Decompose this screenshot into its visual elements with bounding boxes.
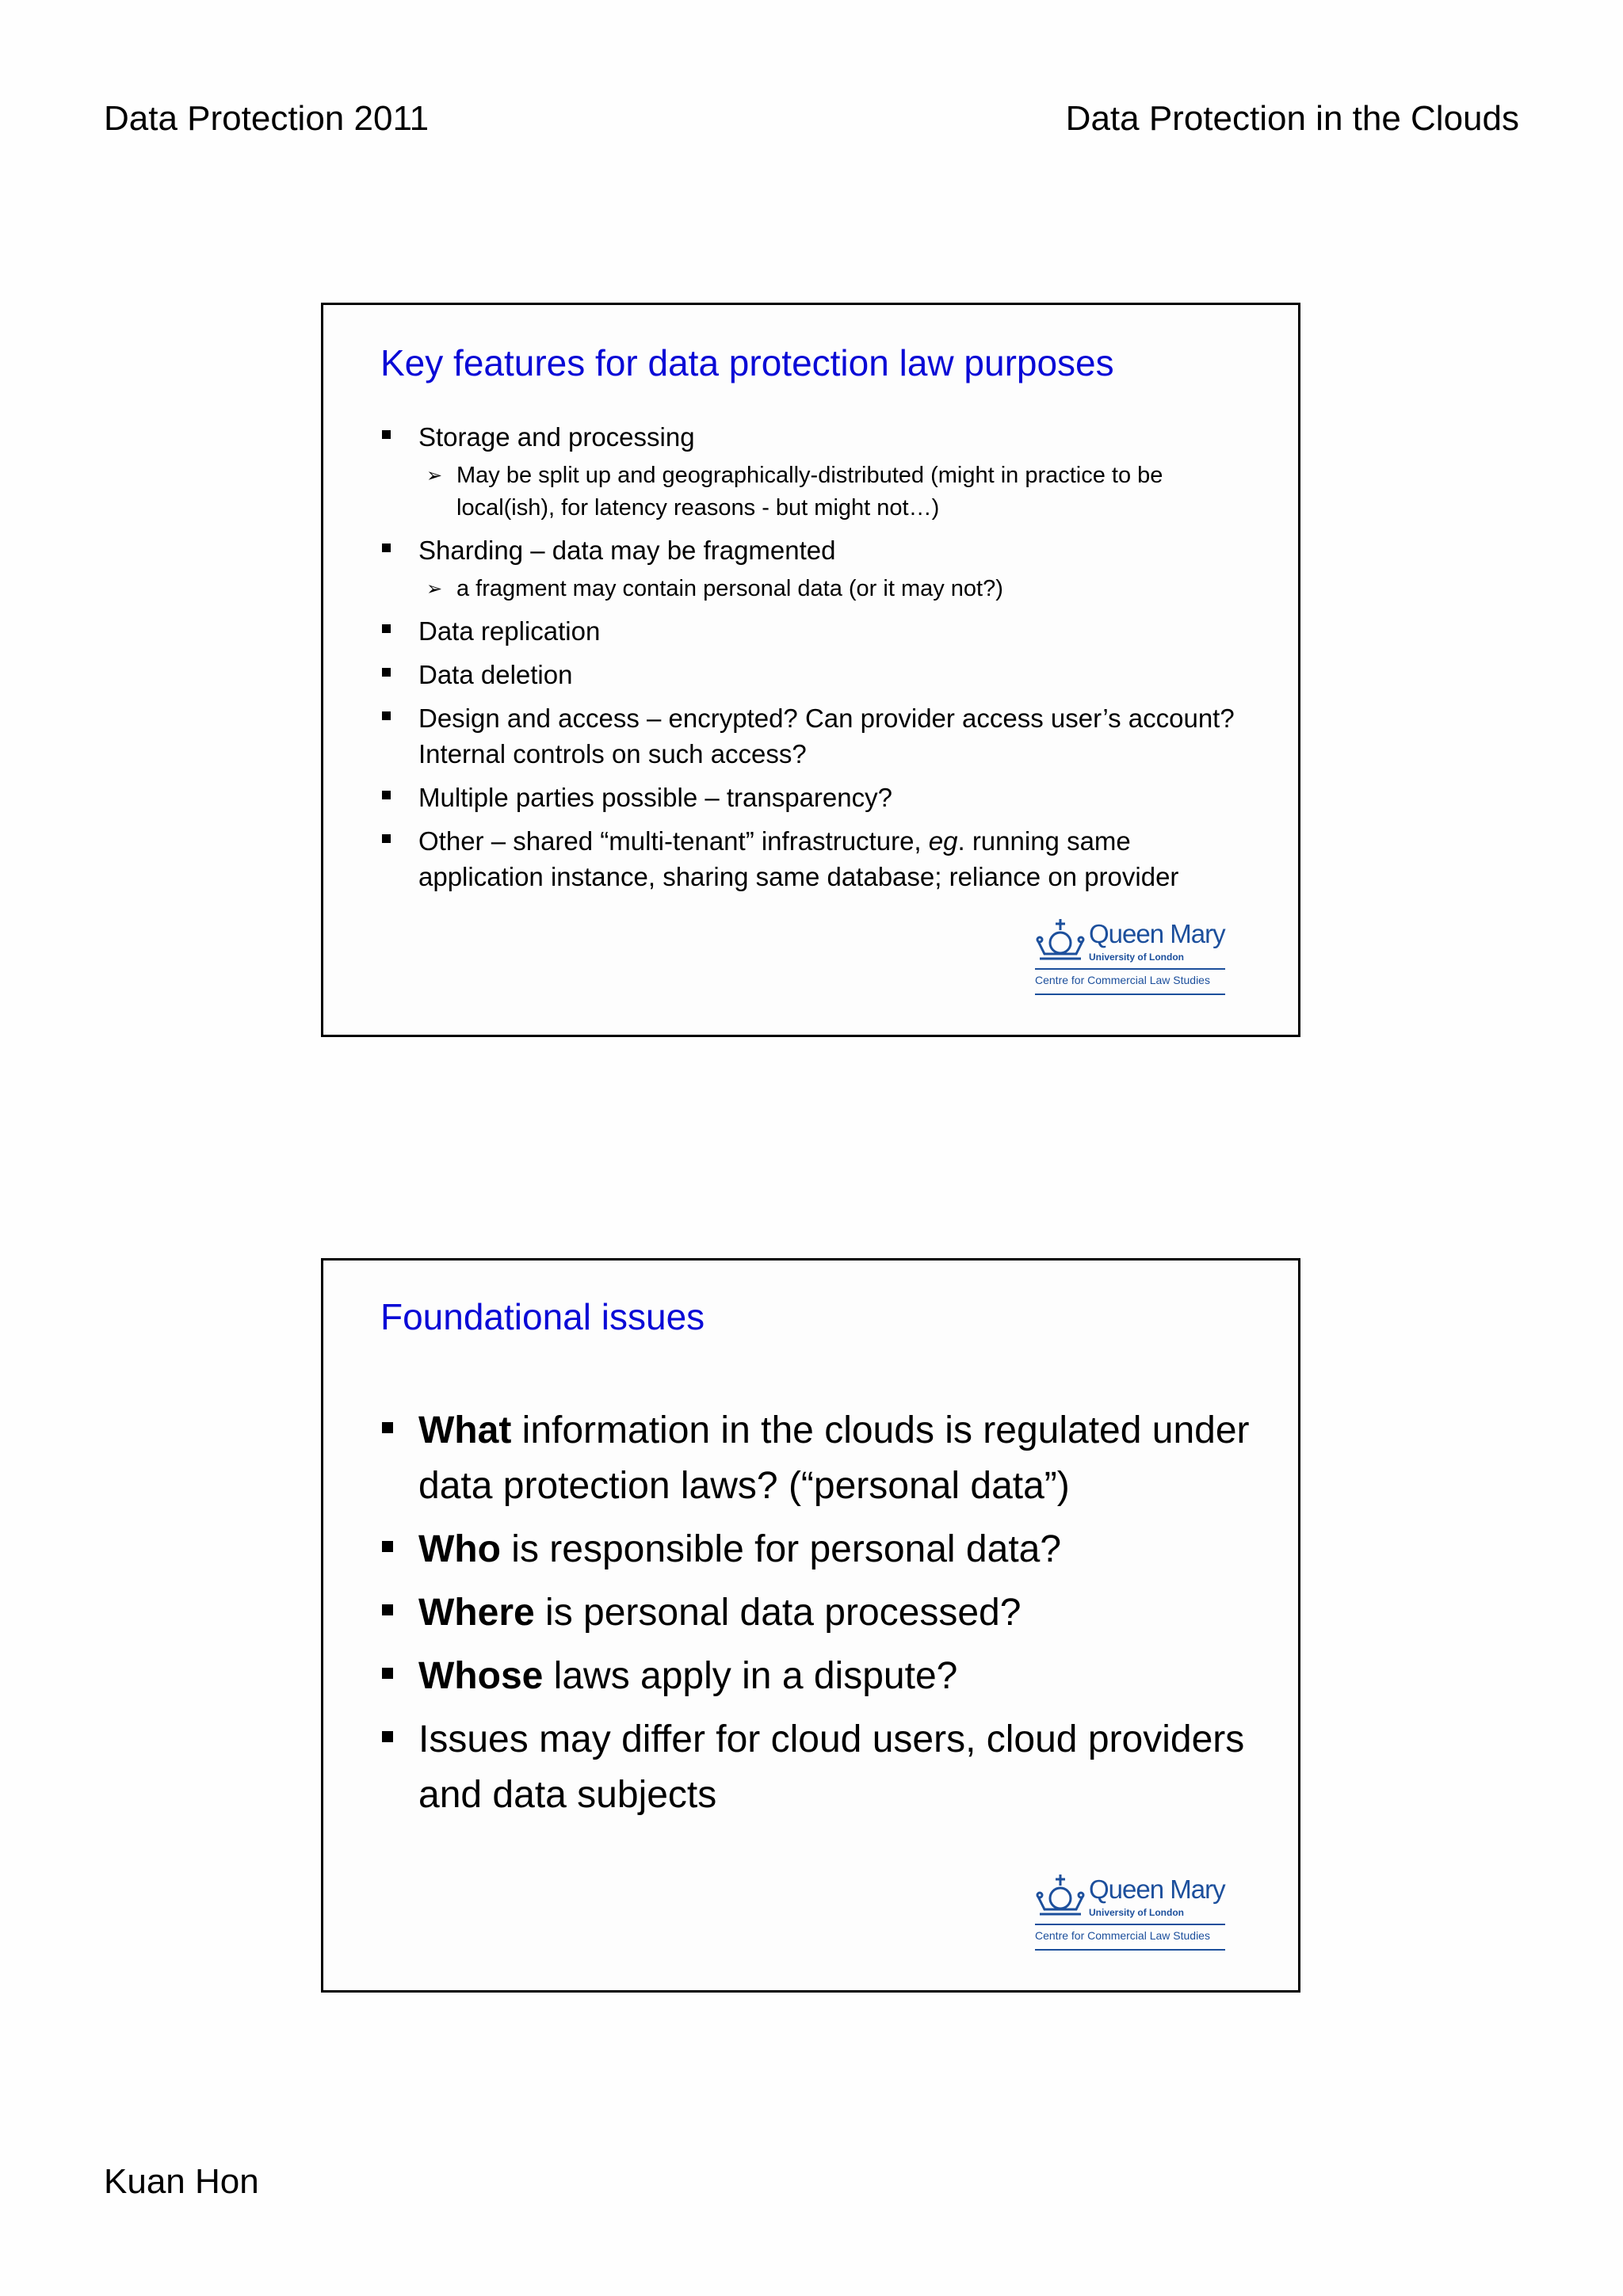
bullet-text: Design and access – encrypted? Can provider access user’s account? Internal controls on such access?	[418, 704, 1235, 769]
bullet-item	[380, 700, 1251, 772]
page-header-left: Data Protection 2011	[104, 99, 430, 138]
bullet-square-icon	[382, 1668, 393, 1679]
slide-key-features	[321, 303, 1300, 1037]
bullet-bold: Whose	[418, 1655, 544, 1697]
logo-divider	[1035, 1924, 1225, 1925]
bullet-square-icon	[382, 624, 391, 633]
bullet-text-part: . running same application instance, sharing same database; reliance on provider	[418, 826, 1179, 891]
bullet-item	[380, 532, 1251, 568]
bullet-text: Data replication	[418, 616, 601, 646]
slide-title: Foundational issues	[380, 1296, 705, 1337]
bullet-list	[380, 419, 1251, 902]
bullet-text: Data deletion	[418, 660, 573, 689]
page-header-right: Data Protection in the Clouds	[1065, 99, 1519, 138]
bullet-item	[380, 1403, 1251, 1514]
bullet-list	[380, 1403, 1251, 1831]
bullet-square-icon	[382, 791, 391, 799]
bullet-item	[380, 823, 1251, 894]
bullet-square-icon	[382, 668, 391, 677]
logo-name: Queen Mary	[1089, 1875, 1225, 1904]
logo-centre: Centre for Commercial Law Studies	[1035, 1929, 1210, 1942]
bullet-item	[380, 613, 1251, 649]
queen-mary-logo	[1035, 1873, 1225, 1952]
bullet-square-icon	[382, 711, 391, 720]
bullet-item	[380, 1649, 1251, 1704]
crown-crest-icon	[1035, 1873, 1086, 1920]
bullet-text: information in the clouds is regulated under data protection laws? (“personal data”)	[418, 1409, 1250, 1507]
logo-divider	[1035, 1949, 1225, 1951]
bullet-item	[380, 1522, 1251, 1577]
bullet-square-icon	[382, 1422, 393, 1433]
slide-foundational-issues	[321, 1258, 1300, 1993]
bullet-text: Multiple parties possible – transparency?	[418, 783, 892, 812]
logo-name: Queen Mary	[1089, 919, 1225, 948]
crown-crest-icon	[1035, 917, 1086, 965]
bullet-item	[380, 780, 1251, 815]
bullet-text: laws apply in a dispute?	[543, 1655, 958, 1697]
bullet-square-icon	[382, 1541, 393, 1552]
bullet-square-icon	[382, 834, 391, 843]
bullet-item	[380, 419, 1251, 455]
sub-bullet-text: May be split up and geographically-distributed (might in practice to be local(ish), for latency reasons - but might not…)	[456, 463, 1163, 521]
sub-bullet-text: a fragment may contain personal data (or it may not?)	[456, 576, 1003, 601]
sub-bullet-item	[380, 573, 1251, 605]
logo-university: University of London	[1089, 1907, 1184, 1918]
bullet-text: is responsible for personal data?	[500, 1528, 1062, 1570]
bullet-square-icon	[382, 430, 391, 439]
bullet-square-icon	[382, 1604, 393, 1615]
sub-bullet-item	[380, 460, 1251, 524]
bullet-text-emphasis: eg	[928, 826, 958, 856]
logo-divider	[1035, 968, 1225, 970]
bullet-item	[380, 1585, 1251, 1641]
page-footer-author: Kuan Hon	[104, 2162, 259, 2201]
bullet-text: Storage and processing	[418, 422, 695, 452]
slide-title: Key features for data protection law purposes	[380, 342, 1114, 383]
bullet-text: Issues may differ for cloud users, cloud providers and data subjects	[418, 1718, 1245, 1816]
logo-university: University of London	[1089, 952, 1184, 963]
bullet-bold: Where	[418, 1592, 535, 1634]
bullet-text: Sharding – data may be fragmented	[418, 536, 836, 565]
bullet-text-part: Other – shared “multi-tenant” infrastructure,	[418, 826, 929, 856]
logo-divider	[1035, 994, 1225, 995]
bullet-bold: Who	[418, 1528, 501, 1570]
bullet-text: is personal data processed?	[534, 1592, 1022, 1634]
bullet-item	[380, 657, 1251, 692]
arrow-bullet-icon: ➢	[426, 465, 443, 486]
bullet-square-icon	[382, 1731, 393, 1742]
logo-centre: Centre for Commercial Law Studies	[1035, 974, 1210, 986]
queen-mary-logo	[1035, 917, 1225, 997]
arrow-bullet-icon: ➢	[426, 578, 443, 600]
bullet-square-icon	[382, 543, 391, 552]
bullet-bold: What	[418, 1409, 512, 1451]
bullet-item	[380, 1712, 1251, 1823]
